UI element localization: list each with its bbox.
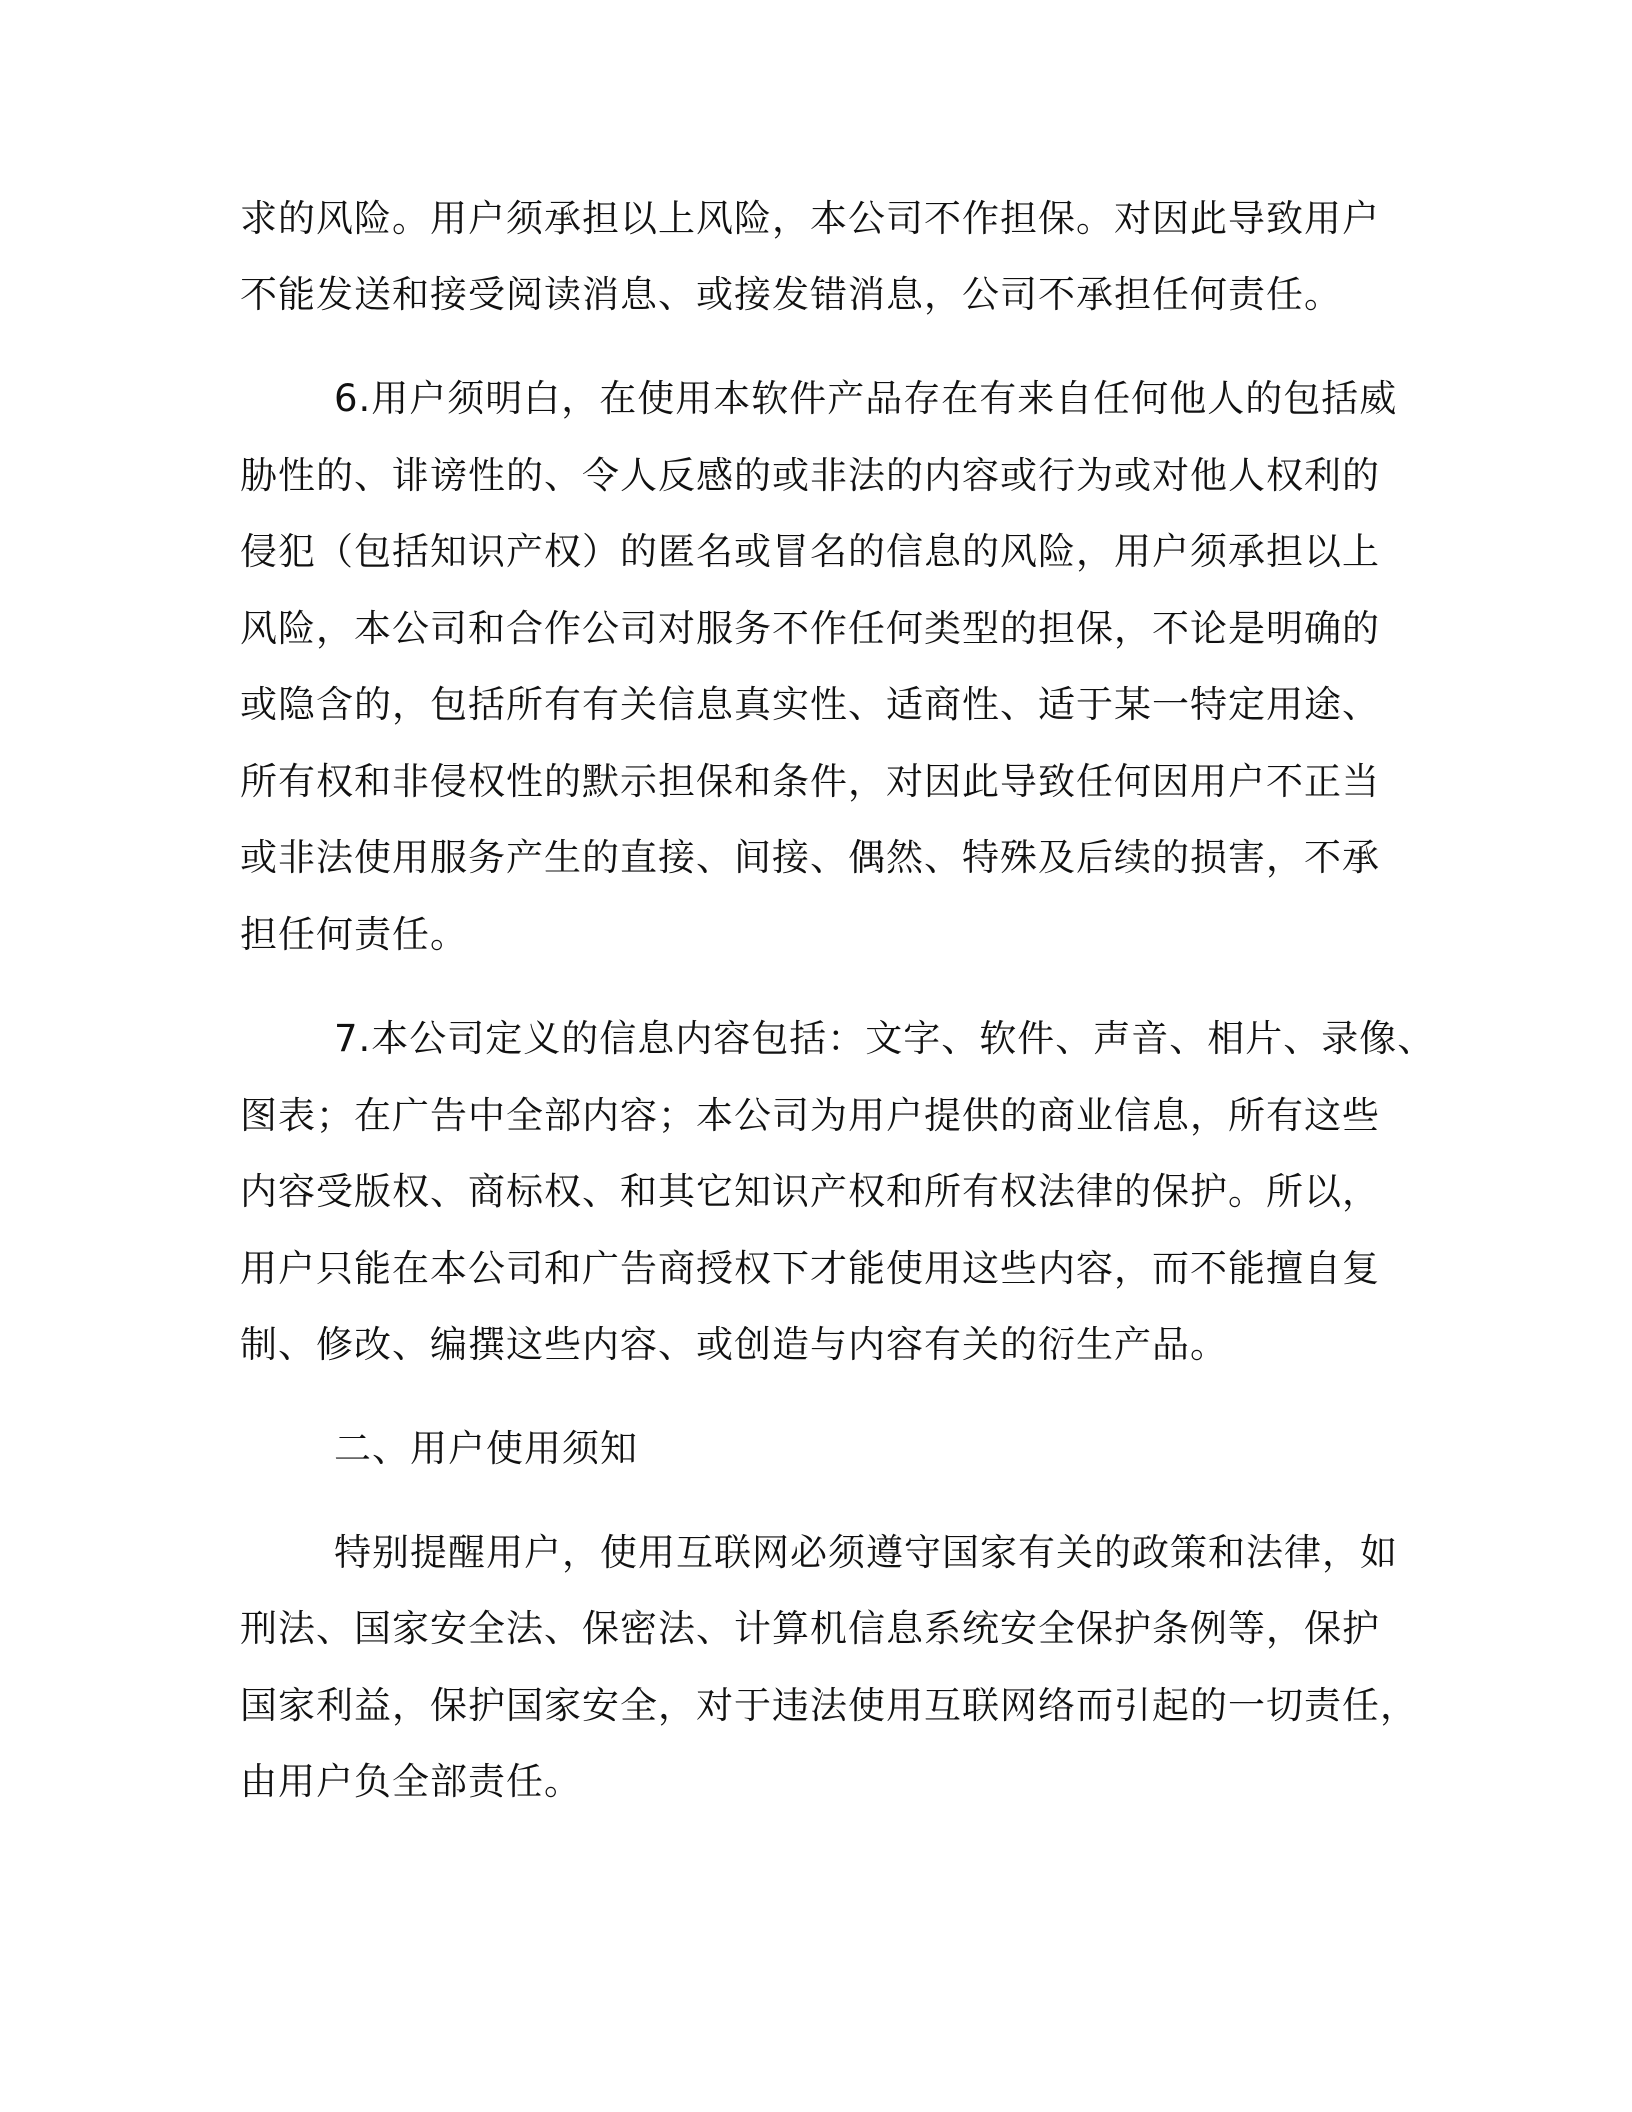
text-line: 侵犯（包括知识产权）的匿名或冒名的信息的风险，用户须承担以上 xyxy=(240,530,1380,573)
text-line: 制、修改、编撰这些内容、或创造与内容有关的衍生产品。 xyxy=(240,1323,1228,1366)
text-line: 6.用户须明白，在使用本软件产品存在有来自任何他人的包括威 xyxy=(334,377,1398,420)
text-line: 或隐含的，包括所有有关信息真实性、适商性、适于某一特定用途、 xyxy=(240,683,1380,726)
text-line: 特别提醒用户，使用互联网必须遵守国家有关的政策和法律，如 xyxy=(334,1531,1398,1574)
section-heading: 二、用户使用须知 xyxy=(334,1427,638,1470)
text-line: 担任何责任。 xyxy=(240,913,468,956)
text-line: 由用户负全部责任。 xyxy=(240,1760,582,1803)
text-line: 内容受版权、商标权、和其它知识产权和所有权法律的保护。所以， xyxy=(240,1170,1380,1213)
text-line: 求的风险。用户须承担以上风险，本公司不作担保。对因此导致用户 xyxy=(240,197,1380,240)
text-line: 所有权和非侵权性的默示担保和条件，对因此导致任何因用户不正当 xyxy=(240,760,1380,803)
text-line: 风险，本公司和合作公司对服务不作任何类型的担保，不论是明确的 xyxy=(240,607,1380,650)
text-line: 7.本公司定义的信息内容包括：文字、软件、声音、相片、录像、 xyxy=(334,1017,1436,1060)
text-line: 不能发送和接受阅读消息、或接发错消息，公司不承担任何责任。 xyxy=(240,273,1342,316)
text-line: 或非法使用服务产生的直接、间接、偶然、特殊及后续的损害，不承 xyxy=(240,836,1380,879)
text-line: 刑法、国家安全法、保密法、计算机信息系统安全保护条例等，保护 xyxy=(240,1607,1380,1650)
text-line: 图表；在广告中全部内容；本公司为用户提供的商业信息，所有这些 xyxy=(240,1094,1380,1137)
text-line: 胁性的、诽谤性的、令人反感的或非法的内容或行为或对他人权利的 xyxy=(240,454,1380,497)
text-line: 用户只能在本公司和广告商授权下才能使用这些内容，而不能擅自复 xyxy=(240,1247,1380,1290)
text-line: 国家利益，保护国家安全，对于违法使用互联网络而引起的一切责任， xyxy=(240,1684,1418,1727)
